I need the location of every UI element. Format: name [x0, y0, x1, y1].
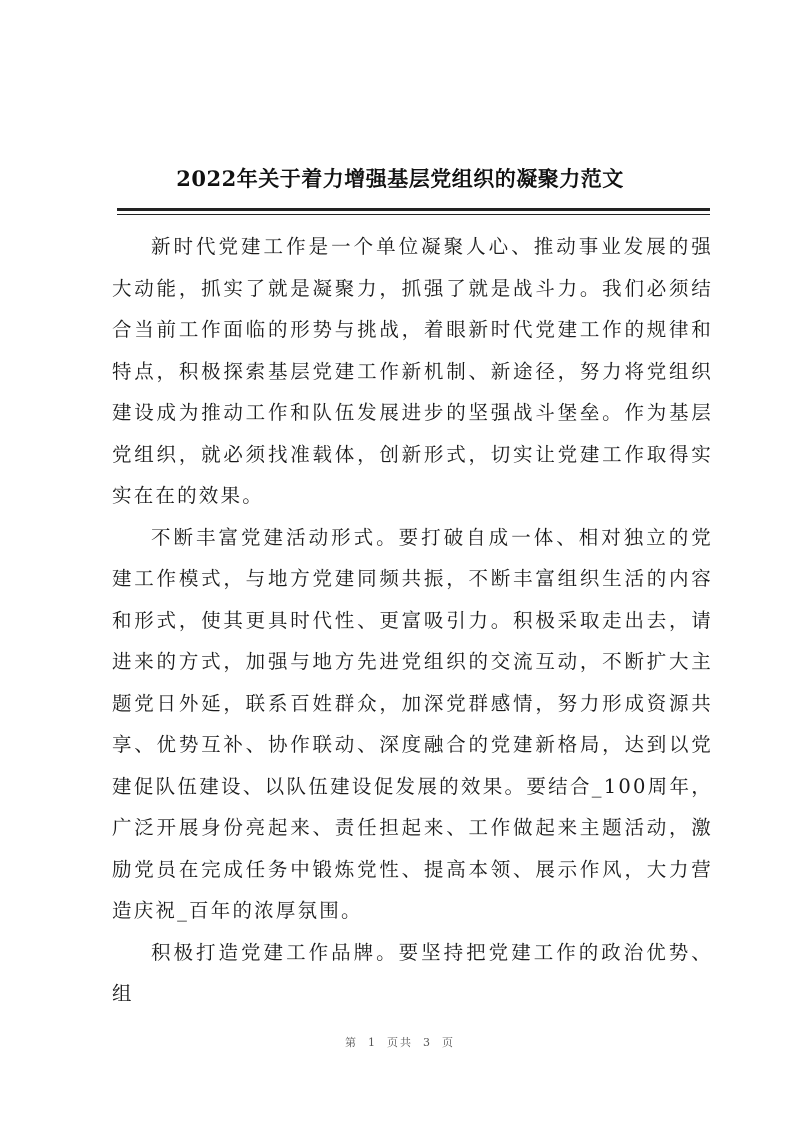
title-rule-thick — [117, 208, 710, 211]
footer-total-pages: 3 — [423, 1036, 432, 1049]
footer-suffix: 页 — [442, 1036, 455, 1049]
page-footer — [0, 1034, 800, 1050]
paragraph: 不断丰富党建活动形式。要打破自成一体、相对独立的党建工作模式，与地方党建同频共振，不断丰富组织生活的内容和形式，使其更具时代性、更富吸引力。积极采取走出去，请进来的方式，加强与地方先进党组织的交流互动，不断扩大主题党日外延，联系百姓群众，加深党群感情，努力形成资源共享、优势互补、协作联动、深度融合的党建新格局，达到以党建促队伍建设、以队伍建设促发展的效果。要结合_100周年，广泛开展身份亮起来、责任担起来、工作做起来主题活动，激励党员在完成任务中锻炼党性、提高本领、展示作风，大力营造庆祝_百年的浓厚氛围。 — [112, 525, 713, 922]
paragraph: 积极打造党建工作品牌。要坚持把党建工作的政治优势、组 — [112, 940, 713, 1005]
footer-prefix: 第 — [345, 1036, 358, 1049]
paragraph: 新时代党建工作是一个单位凝聚人心、推动事业发展的强大动能，抓实了就是凝聚力，抓强了就是战斗力。我们必须结合当前工作面临的形势与挑战，着眼新时代党建工作的规律和特点，积极探索基层党建工作新机制、新途径，努力将党组织建设成为推动工作和队伍发展进步的坚强战斗堡垒。作为基层党组织，就必须找准载体，创新形式，切实让党建工作取得实实在在的效果。 — [112, 235, 713, 507]
title-rule-thin — [117, 214, 710, 215]
footer-page-number: 1 — [368, 1036, 377, 1049]
document-body — [112, 226, 713, 1015]
footer-middle: 页共 — [387, 1036, 413, 1049]
document-title: 2022年关于着力增强基层党组织的凝聚力范文 — [176, 166, 624, 191]
